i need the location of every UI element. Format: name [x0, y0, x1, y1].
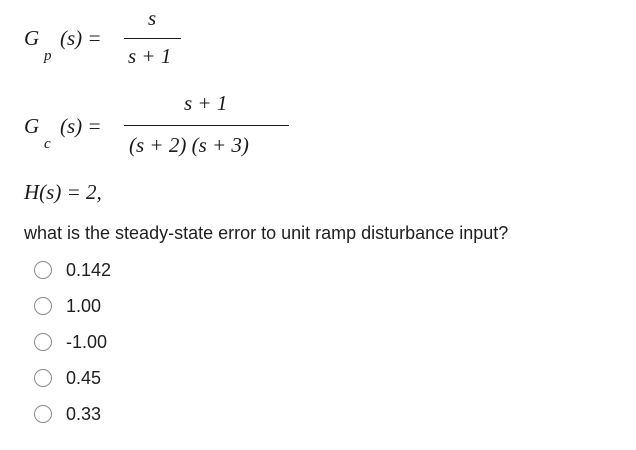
gp-numerator: s: [148, 6, 157, 30]
equation-h: H(s) = 2,: [24, 180, 102, 204]
gp-symbol: G: [24, 26, 40, 50]
option-label: 0.33: [66, 403, 102, 424]
option-label: 1.00: [66, 295, 102, 316]
radio-button-icon[interactable]: [34, 333, 52, 351]
gc-symbol: G: [24, 114, 40, 138]
gc-argument: (s) =: [60, 114, 102, 138]
gp-argument: (s) =: [60, 26, 102, 50]
gp-subscript: p: [44, 48, 52, 64]
gp-denominator: s + 1: [128, 44, 172, 68]
question-text: what is the steady-state error to unit ramp disturbance input?: [24, 223, 509, 243]
option-100[interactable]: [34, 288, 111, 324]
option-0142[interactable]: [34, 252, 111, 288]
option-033[interactable]: [34, 396, 111, 432]
option-045[interactable]: [34, 360, 111, 396]
radio-button-icon[interactable]: [34, 297, 52, 315]
gc-fraction-bar: [124, 125, 289, 126]
radio-button-icon[interactable]: [34, 405, 52, 423]
radio-button-icon[interactable]: [34, 261, 52, 279]
gc-subscript: c: [44, 136, 51, 152]
gc-denominator: (s + 2) (s + 3): [129, 133, 249, 157]
radio-button-icon[interactable]: [34, 369, 52, 387]
option-label: 0.142: [66, 259, 112, 280]
gp-fraction-bar: [124, 38, 181, 39]
answer-options: [34, 252, 111, 432]
option-label: -1.00: [66, 331, 108, 352]
option-neg-100[interactable]: [34, 324, 111, 360]
gc-numerator: s + 1: [184, 91, 228, 115]
option-label: 0.45: [66, 367, 102, 388]
